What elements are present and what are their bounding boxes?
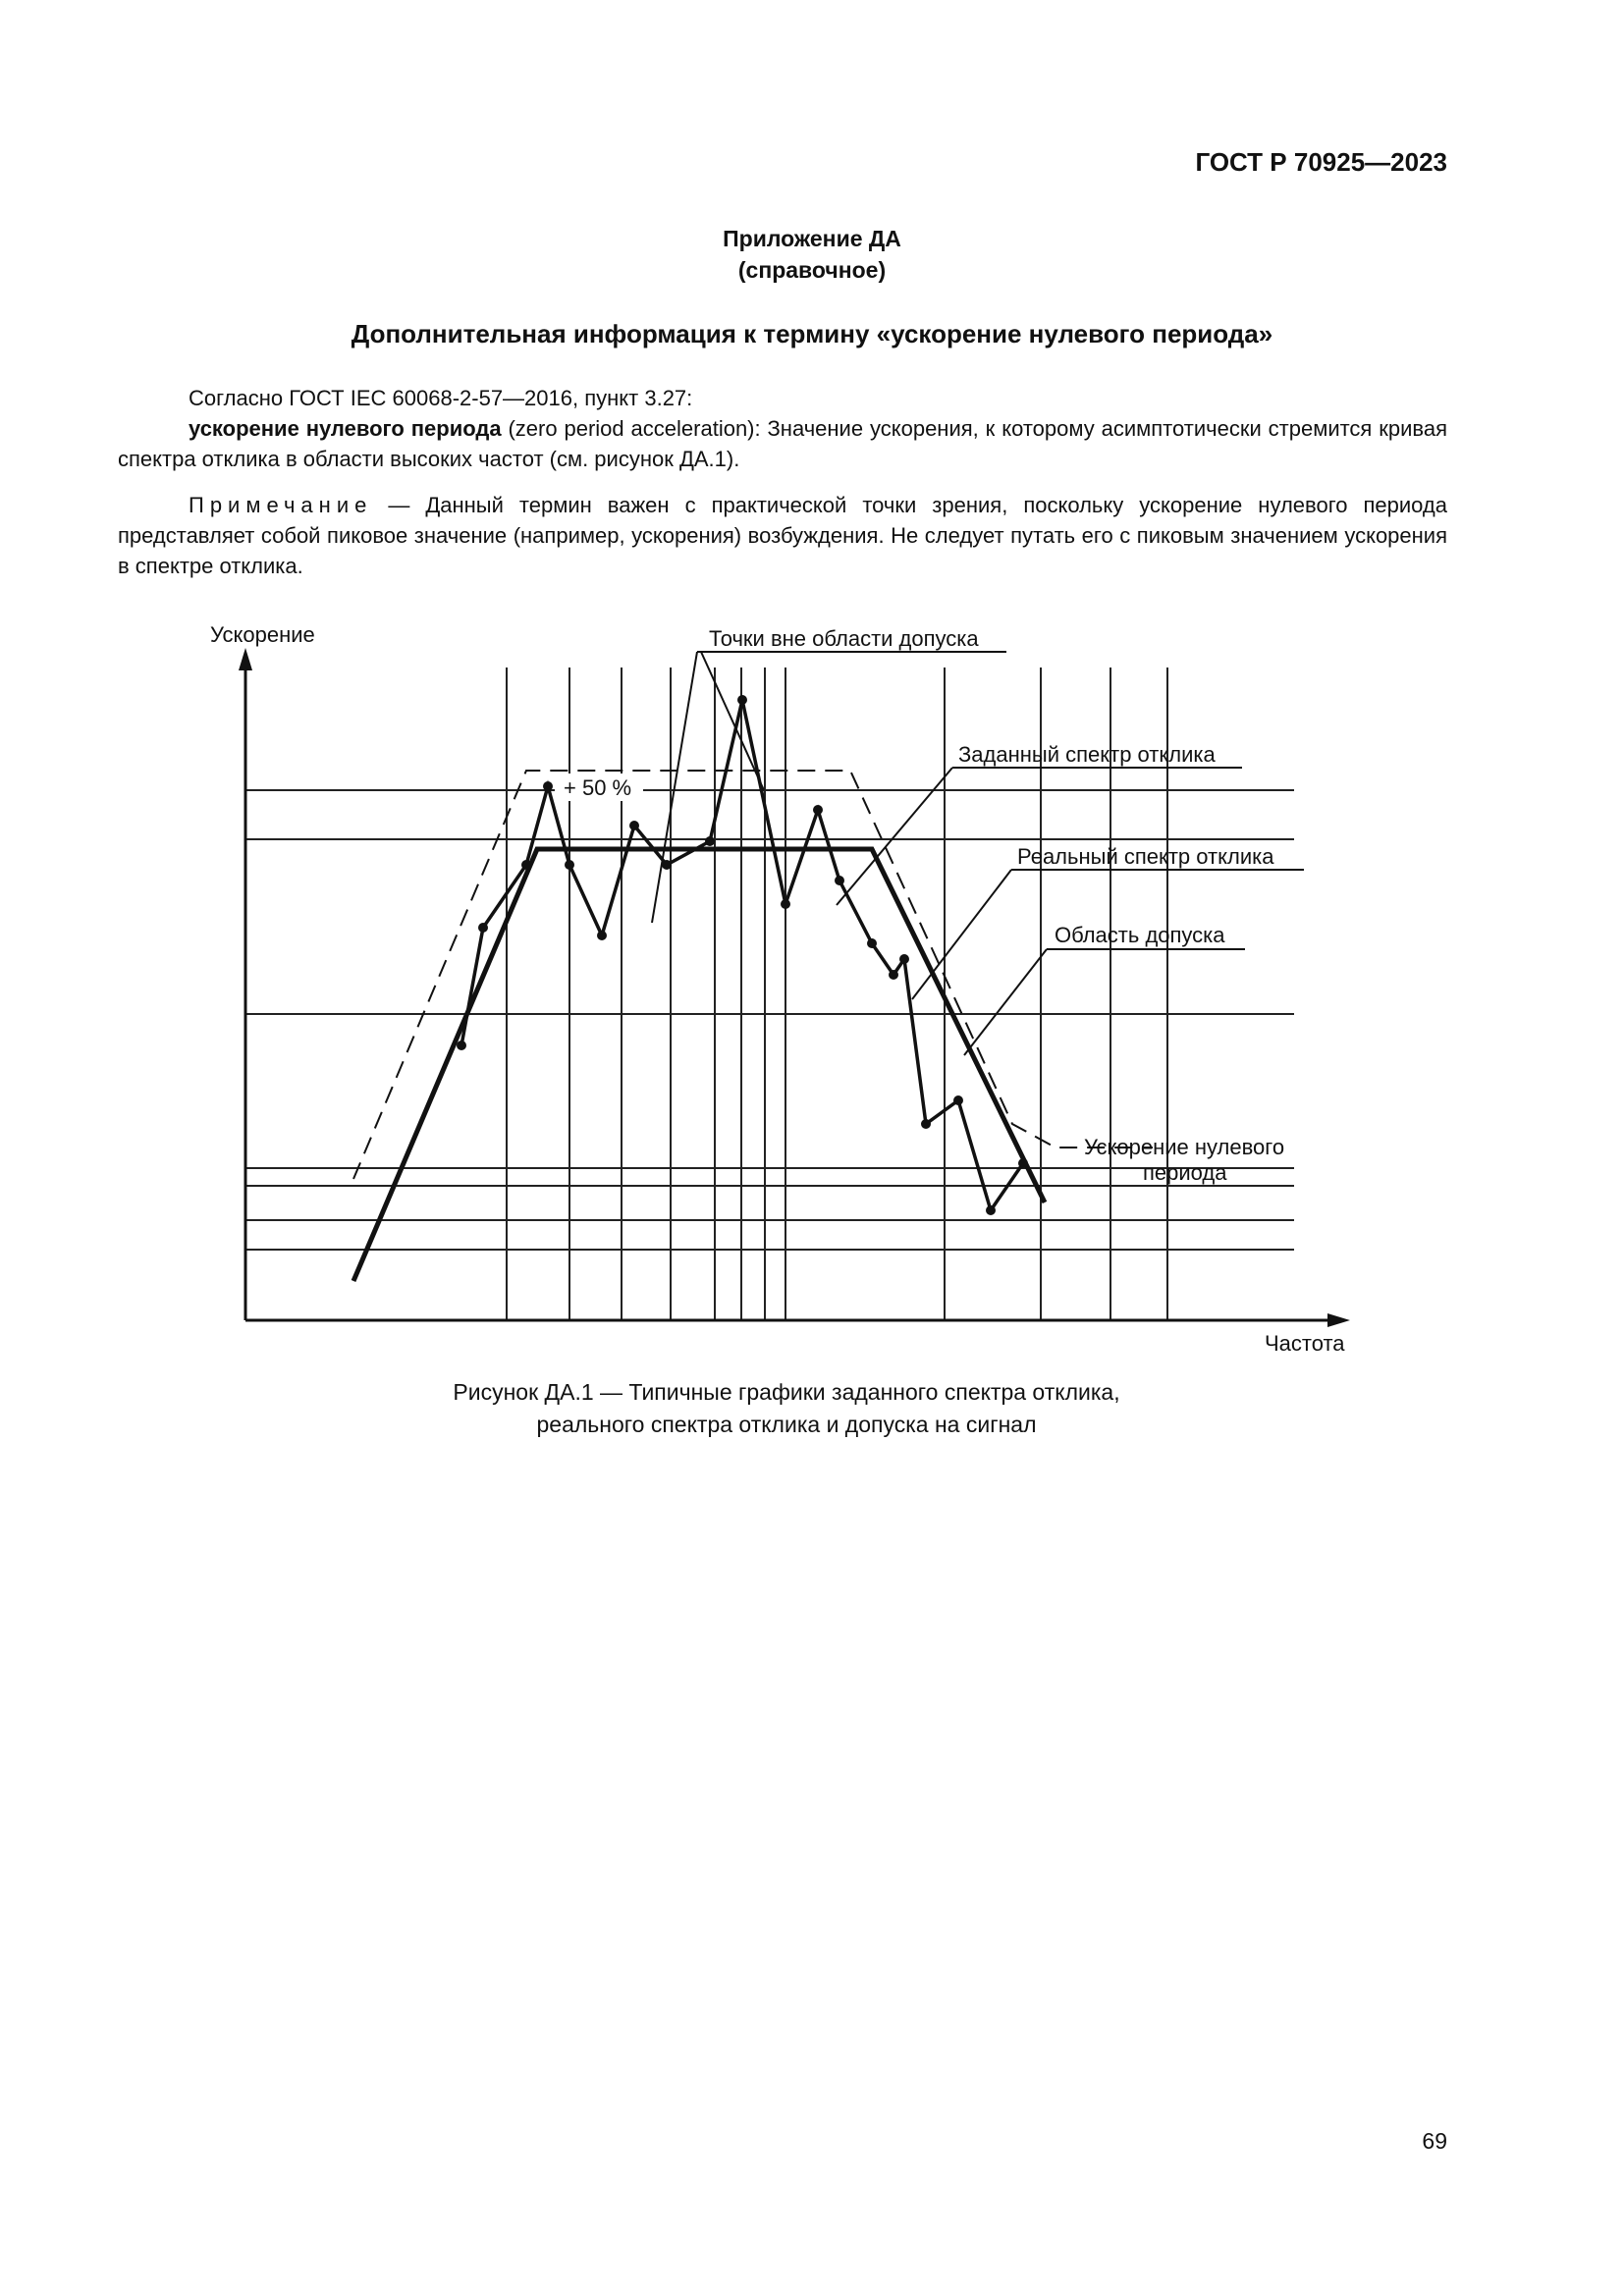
plus-50-label: + 50 % [564,775,632,800]
data-point [921,1119,931,1129]
specified-leader [837,768,952,905]
out-of-tolerance-leader-1 [652,652,697,923]
series-layer [353,695,1153,1281]
zpa-label-line2: периода [1143,1160,1227,1185]
data-point [813,805,823,815]
definition-paragraph [118,383,1447,474]
term: ускорение нулевого периода [189,416,502,441]
annex-title: Приложение ДА [723,226,901,251]
note-text: — Данный термин важен с практической точки зрения, поскольку ускорение нулевого периода представляет собой пиковое значение (например, ускорения) возбуждения. Не следует путать его с пиковым значением ускорения в спектре отклика. [118,493,1447,578]
note-paragraph [118,490,1447,581]
y-axis-label: Ускорение [210,622,315,647]
out-of-tolerance-leader-2 [701,652,764,790]
response-spectrum-chart [0,599,1624,1364]
data-point [705,836,715,846]
data-point [478,923,488,933]
tolerance-area-label: Область допуска [1055,923,1225,947]
data-point [889,970,898,980]
tolerance-leader [964,949,1047,1055]
data-point [457,1041,466,1050]
out-of-tolerance-label: Точки вне области допуска [709,626,979,651]
data-point [1018,1158,1028,1168]
data-point [867,938,877,948]
real-spectrum-label: Реальный спектр отклика [1017,844,1274,869]
x-axis-label: Частота [1265,1331,1345,1356]
real-leader [912,870,1011,999]
data-point [953,1095,963,1105]
data-point [835,876,844,885]
section-title: Дополнительная информация к термину «ускорение нулевого периода» [351,319,1273,348]
specified-spectrum-label: Заданный спектр отклика [958,742,1216,767]
note-label: Примечание [189,493,373,517]
term-definition: (zero period acceleration): Значение ускорения, к которому асимптотически стремится кривая спектра отклика в области высоких частот (см. рисунок ДА.1). [118,416,1447,471]
data-point [781,899,790,909]
source-reference: Согласно ГОСТ IEC 60068-2-57—2016, пункт 3.27: [189,386,693,410]
x-axis-arrow [1327,1313,1350,1327]
data-point [597,931,607,940]
page-number: 69 [1422,2128,1447,2154]
data-point [629,821,639,830]
data-point [737,695,747,705]
zpa-label-line1: Ускорение нулевого [1084,1135,1285,1159]
figure-caption-line2: реального спектра отклика и допуска на сигнал [536,1412,1037,1437]
document-id: ГОСТ Р 70925—2023 [1195,147,1447,177]
data-point [662,860,672,870]
data-point [899,954,909,964]
y-axis-arrow [239,648,252,670]
series-line-0 [353,849,1045,1281]
data-point [543,781,553,791]
data-point [565,860,574,870]
data-point [521,860,531,870]
data-point [986,1205,996,1215]
annex-status: (справочное) [737,257,887,283]
figure-caption-line1: Рисунок ДА.1 — Типичные графики заданного спектра отклика, [453,1379,1120,1405]
